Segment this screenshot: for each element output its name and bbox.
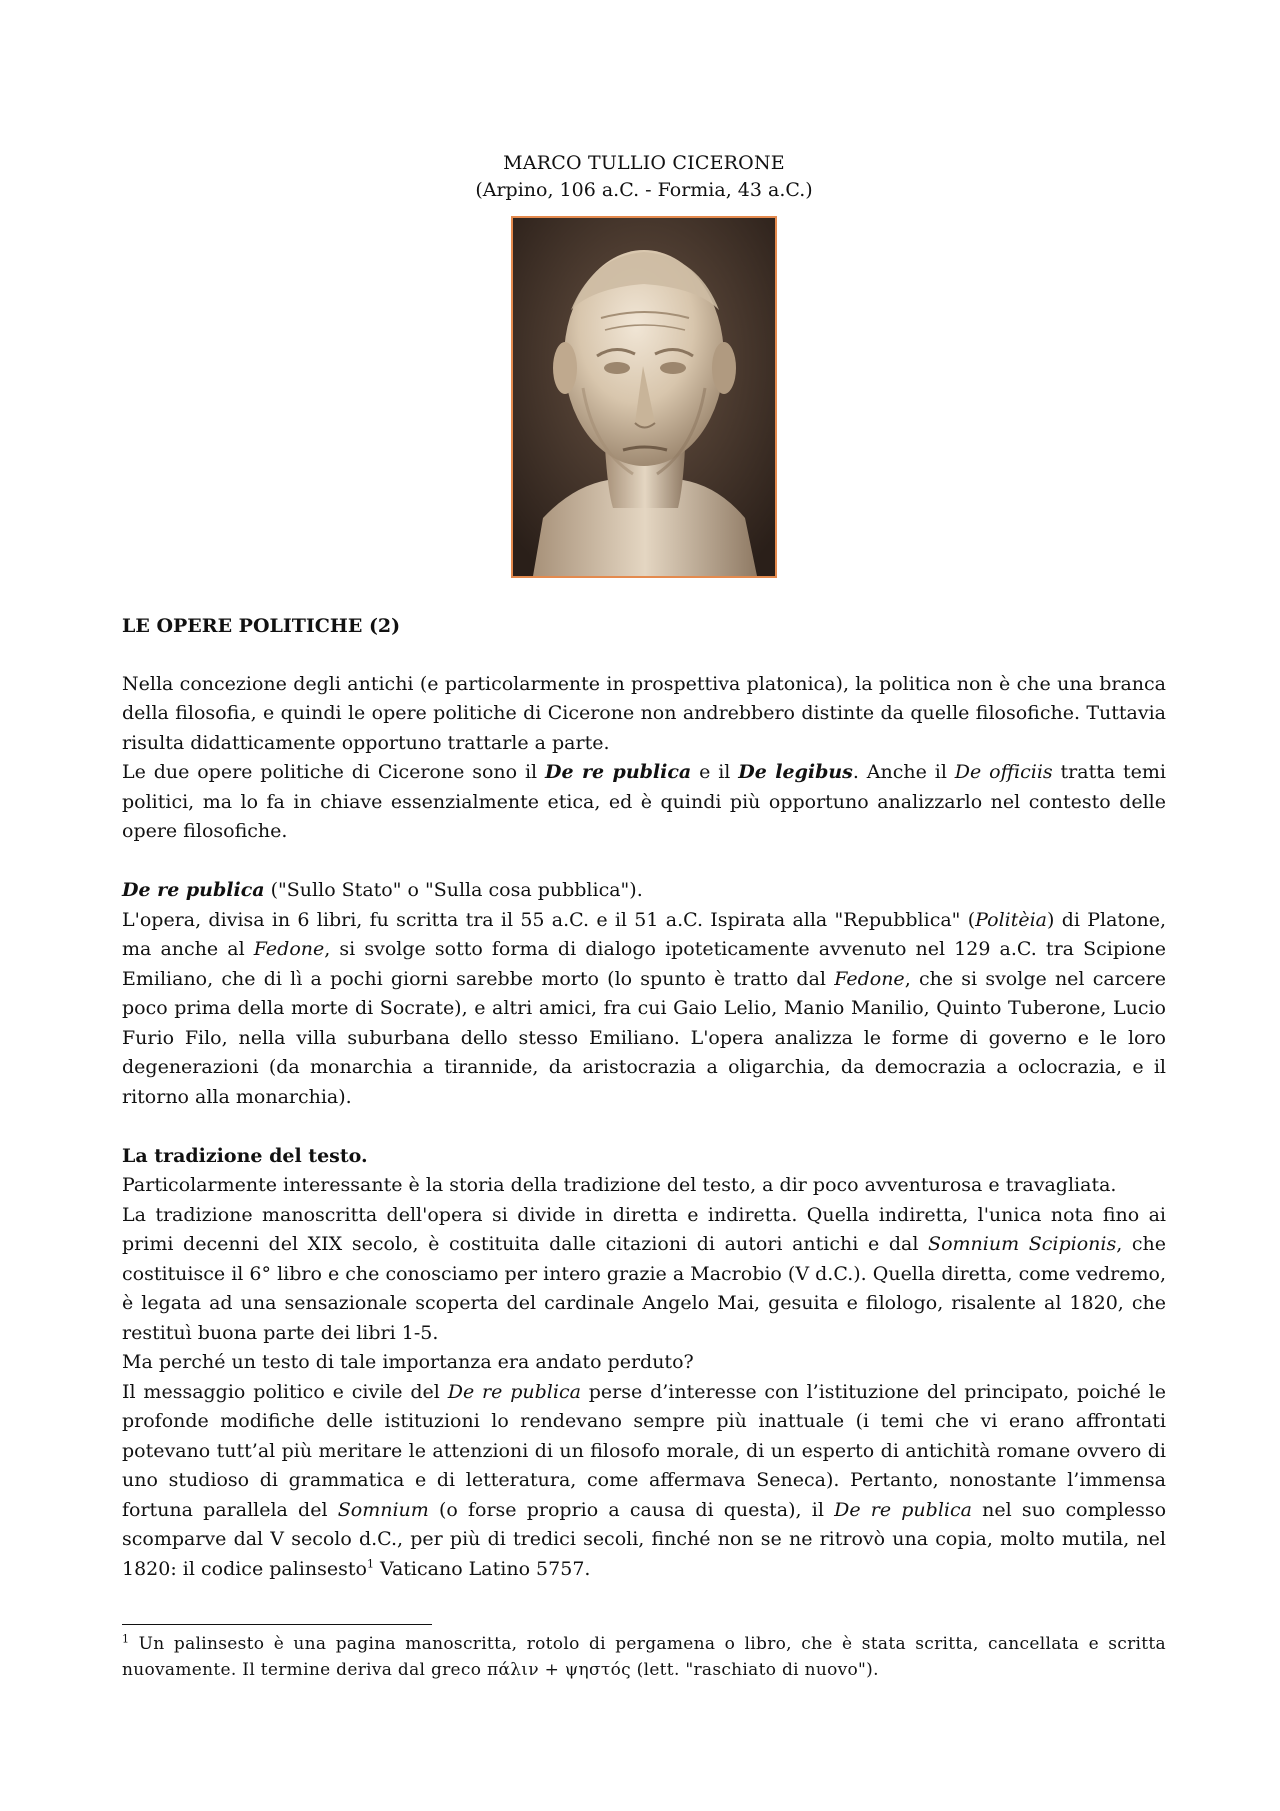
footnote: $^1$ Un palinsesto è una pagina manoscritta, rotolo di pergamena o libro, che è stata scritta, cancellata e scritta nuovamente. Il termine deriva dal greco πάλιν + ψηστός (lett. "raschiato di nuovo"). [122, 1632, 1166, 1680]
subheading-de-re-publica: De re publica ("Sullo Stato" o "Sulla cosa pubblica"). [122, 879, 643, 901]
paragraph-tradizione-1: Particolarmente interessante è la storia della tradizione del testo, a dir poco avventurosa e travagliata. [122, 1174, 1117, 1196]
bust-illustration [513, 218, 775, 576]
portrait-figure [511, 216, 777, 578]
title-de-re-publica: De re publica [544, 761, 692, 783]
page-subtitle: (Arpino, 106 a.C. - Formia, 43 a.C.) [475, 179, 813, 201]
paragraph-intro: Nella concezione degli antichi (e particolarmente in prospettiva platonica), la politica non è che una branca della filosofia, e quindi le opere politiche di Cicerone non andrebbero distinte da quelle filosofiche. Tuttavia risulta didatticamente opportuno trattarle a parte. [122, 672, 1166, 754]
paragraph-de-re-publica: L'opera, divisa in 6 libri, fu scritta tra il 55 a.C. e il 51 a.C. Ispirata alla "Repubblica" (Politèia) di Platone, ma anche al Fedone, si svolge sotto forma di dialogo ipoteticamente avvenuto nel 129 a.C. tra Scipione Emiliano, che di lì a pochi giorni sarebbe morto (lo spunto è tratto dal Fedone, che si svolge nel carcere poco prima della morte di Socrate), e altri amici, fra cui Gaio Lelio, Manio Manilio, Quinto Tuberone, Lucio Furio Filo, nella villa suburbana dello stesso Emiliano. L'opera analizza le forme di governo e le loro degenerazioni (da monarchia a tirannide, da aristocrazia a oligarchia, da democrazia a oclocrazia, e il ritorno alla monarchia). [122, 908, 1166, 1108]
section-heading-politiche: LE OPERE POLITICHE (2) [122, 615, 401, 637]
title-de-officiis: De officiis [954, 761, 1053, 783]
subheading-tradizione: La tradizione del testo. [122, 1144, 368, 1167]
cicero-bust-image [511, 216, 777, 578]
footnote-marker: 1 [122, 1632, 130, 1646]
footnote-divider [122, 1624, 432, 1625]
document-page [122, 150, 1166, 1683]
paragraph-tradizione-3: Ma perché un testo di tale importanza era andato perduto? [122, 1351, 694, 1373]
paragraph-tradizione-2: La tradizione manoscritta dell'opera si divide in diretta e indiretta. Quella indiretta, l'unica nota fino ai primi decenni del XIX secolo, è costituita dalle citazioni di autori antichi e dal Somnium Scipionis, che costituisce il 6° libro e che conosciamo per intero grazie a Macrobio (V d.C.). Quella diretta, come vedremo, è legata ad una sensazionale scoperta del cardinale Angelo Mai, gesuita e filologo, risalente al 1820, che restituì buona parte dei libri 1-5. [122, 1203, 1167, 1344]
paragraph-opere: Le due opere politiche di Cicerone sono il De re publica e il De legibus. Anche il De officiis tratta temi politici, ma lo fa in chiave essenzialmente etica, ed è quindi più opportuno analizzarlo nel contesto delle opere filosofiche. [122, 761, 1167, 842]
title-de-legibus: De legibus [738, 761, 853, 783]
footnote-reference[interactable]: 1 [366, 1557, 374, 1571]
paragraph-tradizione-4: Il messaggio politico e civile del De re publica perse d’interesse con l’istituzione del principato, poiché le profonde modifiche delle istituzioni lo rendevano sempre più inattuale (i temi che vi erano affrontati potevano tutt’al più meritare le attenzioni di un filosofo morale, di un esperto di antichità romane ovvero di uno studioso di grammatica e di letteratura, come affermava Seneca). Pertanto, nonostante l’immensa fortuna parallela del Somnium (o forse proprio a causa di questa), il De re publica nel suo complesso scomparve dal V secolo d.C., per più di tredici secoli, finché non se ne ritrovò una copia, molto mutila, nel 1820: il codice palinsesto$^1$ Vaticano Latino 5757. [122, 1380, 1167, 1580]
page-title: MARCO TULLIO CICERONE [503, 152, 785, 174]
